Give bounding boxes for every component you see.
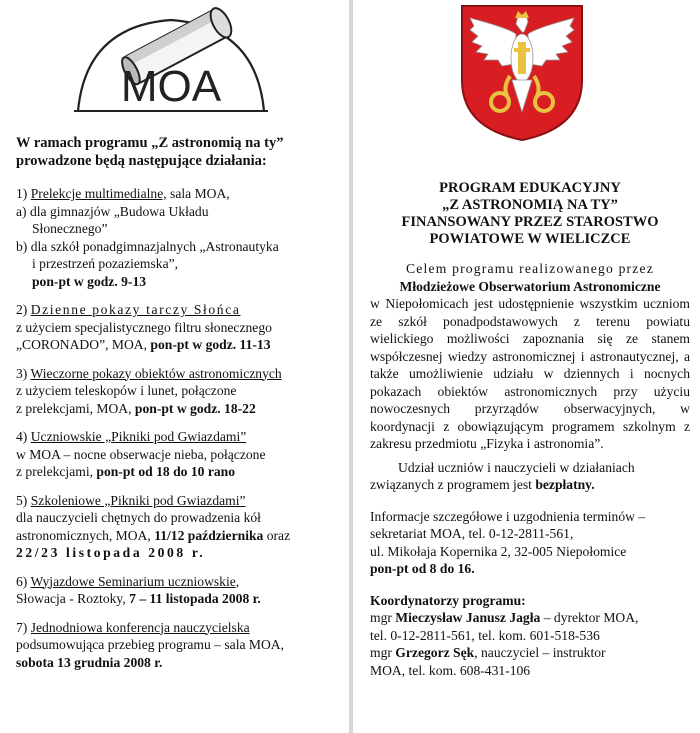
info-text: Informacje szczegółowe i uzgodnienia terminów – bbox=[370, 508, 646, 524]
coordinator-name: Mieczysław Janusz Jagła bbox=[395, 610, 541, 625]
coordinator-text: , nauczyciel – instruktor bbox=[474, 645, 606, 660]
item-title: Wyjazdowe Seminarium uczniowskie, bbox=[30, 573, 240, 589]
participation-text: Udział uczniów i nauczycieli w działaniach związanych z programem jest bbox=[370, 459, 635, 492]
description-text: Celem programu realizowanego przez bbox=[405, 261, 654, 276]
item-schedule: 7 – 11 listopada 2008 r. bbox=[129, 591, 261, 606]
item-title: Dzienne pokazy tarczy Słońca bbox=[30, 302, 241, 317]
intro-line-1: W ramach programu „Z astronomią na ty” bbox=[16, 135, 284, 151]
coat-of-arms bbox=[458, 2, 586, 142]
coordinator-text: mgr bbox=[370, 645, 396, 660]
item-text: z użyciem teleskopów i lunet, połączone bbox=[16, 383, 237, 398]
coordinator-text: mgr bbox=[370, 610, 396, 625]
item-text: i przestrzeń pozaziemska”, bbox=[32, 256, 179, 271]
item-text: a) dla gimnazjów „Budowa Układu bbox=[16, 203, 209, 219]
contact-info bbox=[370, 508, 690, 578]
item-schedule: 11/12 października bbox=[154, 527, 264, 543]
item-title: Prelekcje multimedialne, bbox=[30, 186, 167, 201]
item-title: Jednodniowa konferencja nauczycielska bbox=[30, 619, 250, 635]
item-schedule: pon-pt w godz. 18-22 bbox=[134, 400, 256, 416]
office-hours: pon-pt od 8 do 16. bbox=[370, 561, 475, 576]
item-number: 6) bbox=[16, 573, 31, 589]
program-title bbox=[370, 180, 690, 248]
column-divider bbox=[349, 0, 353, 733]
activity-2 bbox=[16, 301, 334, 354]
item-title: Wieczorne pokazy obiektów astronomicznych bbox=[30, 365, 282, 381]
item-text: w MOA – nocne obserwacje nieba, połączone bbox=[16, 446, 266, 462]
program-description bbox=[370, 260, 690, 453]
info-text: sekretariat MOA, tel. 0-12-2811-561, bbox=[370, 526, 574, 541]
coordinator-phone: MOA, tel. kom. 608-431-106 bbox=[370, 662, 531, 678]
item-number: 2) bbox=[16, 302, 31, 317]
item-text: sala MOA, bbox=[166, 186, 230, 201]
observatory-name: Młodzieżowe Obserwatorium Astronomiczne bbox=[399, 278, 661, 294]
item-text: astronomicznych, MOA, bbox=[16, 527, 155, 543]
program-column bbox=[370, 180, 690, 679]
item-text: z użyciem specjalistycznego filtru słonecznego bbox=[16, 319, 272, 335]
intro-line-2: prowadzone będą następujące działania: bbox=[16, 153, 267, 169]
item-number: 1) bbox=[16, 186, 31, 201]
moa-logo-text: MOA bbox=[120, 62, 222, 111]
item-text: Słonecznego” bbox=[32, 221, 108, 236]
item-number: 3) bbox=[16, 365, 31, 381]
item-schedule: pon-pt od 18 do 10 rano bbox=[96, 464, 236, 479]
item-number: 4) bbox=[16, 429, 31, 444]
title-line-2: „Z ASTRONOMIĄ NA TY” bbox=[442, 197, 618, 213]
item-title: Uczniowskie „Pikniki pod Gwiazdami” bbox=[30, 429, 247, 444]
coordinator-phone: tel. 0-12-2811-561, tel. kom. 601-518-536 bbox=[370, 627, 600, 643]
item-text: z prelekcjami, bbox=[16, 464, 97, 479]
coordinator-text: – dyrektor MOA, bbox=[540, 610, 639, 625]
activity-7 bbox=[16, 619, 334, 672]
activity-3 bbox=[16, 365, 334, 418]
activity-4 bbox=[16, 428, 334, 481]
item-title: Szkoleniowe „Pikniki pod Gwiazdami” bbox=[30, 492, 246, 508]
title-line-4: POWIATOWE W WIELICZCE bbox=[429, 231, 631, 247]
title-line-1: PROGRAM EDUKACYJNY bbox=[439, 180, 621, 196]
activities-intro bbox=[16, 134, 334, 170]
item-schedule: pon-pt w godz. 9-13 bbox=[32, 273, 147, 289]
item-number: 7) bbox=[16, 619, 31, 635]
description-text: w Niepołomicach jest udostępnienie wszystkim uczniom ze szkół ponadpodstawowych z terenu powiatu wielickiego możliwości zapoznania się ze stanem współczesnej wiedzy astronomicznej i astronautycznej, a także umożliwienie udziału w dziennych i nocnych pokazach obiektów astronomicznych przy użyciu nowoczesnych przyrządów obserwacyjnych, w koordynacji z obowiązującym programem szkolnym z zakresu przedmiotu „Fizyka i astronomia”. bbox=[370, 296, 690, 451]
item-text: Słowacja - Roztoky, bbox=[16, 591, 130, 606]
title-line-3: FINANSOWANY PRZEZ STAROSTWO bbox=[401, 214, 659, 230]
item-text: dla nauczycieli chętnych do prowadzenia kół bbox=[16, 510, 261, 525]
item-schedule: pon-pt w godz. 11-13 bbox=[150, 337, 271, 352]
coordinators bbox=[370, 592, 690, 680]
item-text: „CORONADO”, MOA, bbox=[16, 337, 151, 352]
item-text: z prelekcjami, MOA, bbox=[16, 400, 135, 416]
item-schedule: 22/23 listopada 2008 r. bbox=[16, 545, 206, 560]
participation-note bbox=[370, 459, 690, 494]
activity-6 bbox=[16, 573, 334, 608]
item-text: b) dla szkół ponadgimnazjalnych „Astronautyka bbox=[16, 238, 279, 254]
moa-logo bbox=[66, 6, 276, 121]
item-text: podsumowująca przebieg programu – sala MOA, bbox=[16, 637, 285, 652]
address: ul. Mikołaja Kopernika 2, 32-005 Niepołomice bbox=[370, 543, 627, 559]
item-schedule: sobota 13 grudnia 2008 r. bbox=[16, 654, 163, 670]
coordinator-name: Grzegorz Sęk bbox=[395, 645, 475, 660]
activity-5 bbox=[16, 492, 334, 562]
free-label: bezpłatny. bbox=[535, 477, 595, 492]
item-number: 5) bbox=[16, 492, 31, 508]
item-text: oraz bbox=[263, 527, 291, 543]
activity-1 bbox=[16, 185, 334, 290]
coordinators-heading: Koordynatorzy programu: bbox=[370, 592, 526, 608]
activities-column bbox=[16, 134, 334, 682]
